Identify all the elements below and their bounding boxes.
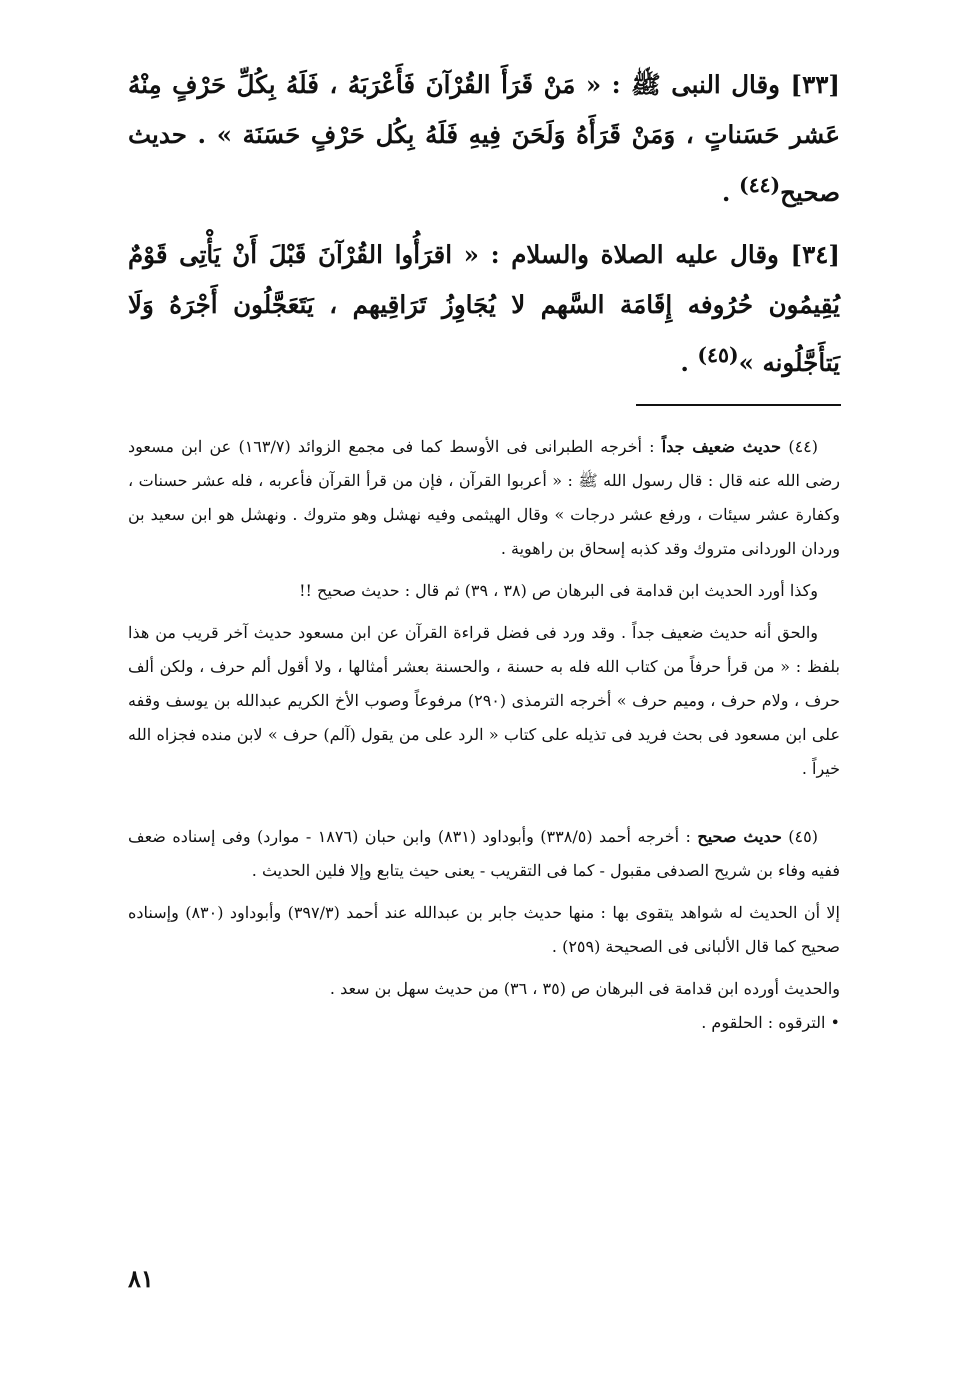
paragraph-text: إلا أن الحديث له شواهد يتقوى بها : منها حديث جابر بن عبدالله عند أحمد (٣٩٧/٣) وأبوداود (٨٣٠) وإسناده صحيح كما قال الألبانى فى الصحيحة (٢٥٩) . [128,903,840,956]
hadith-34 [128,230,840,388]
hadith-number: [٣٤] [790,240,841,270]
hadith-33 [128,60,840,218]
footnote-label: (٤٤) [788,437,818,456]
footnote-text: : أخرجه الطبرانى فى الأوسط كما فى مجمع الزوائد (١٦٣/٧) عن ابن مسعود رضى الله عنه قال : قال رسول الله ﷺ : « أعربوا القرآن ، فإن من قرأ القرآن فأعربه ، فله عشر حسنات ، وكفارة عشر سيئات ، ورفع عشر درجات » وقال الهيثمى وفيه نهشل وهو متروك . ونهشل هو ابن سعيد بن وردان الوردانى متروك وقد كذبه إسحاق بن راهوية . [128,437,841,558]
hadith-number: [٣٣] [790,70,840,99]
footnotes [128,430,840,1040]
hadith-end: . [680,348,698,378]
footnote-ref: (٤٥) [697,343,739,368]
paragraph-text: وكذا أورد الحديث ابن قدامة فى البرهان ص (٣٨ ، ٣٩) ثم قال : حديث صحيح !! [299,581,818,600]
hadith-text: وقال عليه الصلاة والسلام : « اقرَأُوا القُرْآنَ قَبْلَ أَنْ يَأْتِى قَوْمٌ يُقِيمُون حُرُوفه إِقَامَة السَّهم لا يُجَاوِزُ تَرَاقِيهم ، يَتَعَجَّلُون أَجْرَهُ وَلَا يَتأَجَّلُونه » [128,240,840,378]
main-text [128,60,840,388]
footnote-45-paragraph-3 [128,972,840,1006]
footnote-grade: حديث صحيح [697,827,782,846]
footnote-44-paragraph-2 [128,574,840,608]
hadith-text: وقال النبى ﷺ : « مَنْ قَرَأَ القُرْآنَ فَأَعْرَبَهُ ، فَلَهُ بِكُلِّ حَرْفٍ مِنْهُ عَشر حَسَناتٍ ، وَمَنْ قَرَأَهُ وَلَحَنَ فِيهِ فَلَهُ بِكُل حَرْفٍ حَسَنَة » . حديث صحيح [128,70,840,208]
footnote-44 [128,430,840,566]
hadith-end: . [721,178,739,208]
footnote-grade: حديث ضعيف جداً [661,437,782,456]
footnote-text: : أخرجه أحمد (٣٣٨/٥) وأبوداود (٨٣١) وابن حبان (١٨٧٦ - موارد) وفى إسناده ضعف ففيه وفاء بن شريح الصدفى مقبول - كما فى التقريب - يعنى حيث يتابع وإلا فلين الحديث . [128,827,840,880]
footnote-separator [636,404,841,406]
footnote-44-paragraph-3 [128,616,840,786]
paragraph-text: والحديث أورده ابن قدامة فى البرهان ص (٣٥ ، ٣٦) من حديث سهل بن سعد . [329,979,840,998]
page-number: ٨١ [128,1264,154,1293]
footnote-45-paragraph-2 [128,896,840,964]
paragraph-text: والحق أنه حديث ضعيف جداً . وقد ورد فى فضل قراءة القرآن عن ابن مسعود حديث آخر قريب من هذا بلفظ : « من قرأ حرفاً من كتاب الله فله به حسنة ، والحسنة بعشر أمثالها ، ولا أقول ألم حرف ، ولكن ألف حرف ، ولام حرف ، وميم حرف » أخرجه الترمذى (٢٩٠) مرفوعاً وصوب الأخ الكريم عبدالله بن يوسف وقفه على ابن مسعود فى بحث فريد فى تذيله على كتاب « الرد على من يقول (آلم) حرف » لابن منده فجزاه الله خيراً . [128,623,841,778]
footnote-45 [128,820,840,888]
footnote-ref: (٤٤) [738,173,781,197]
footnote-label: (٤٥) [788,827,818,846]
gloss-note [128,1006,840,1040]
gloss-text: • الترقوه : الحلقوم . [701,1013,840,1032]
